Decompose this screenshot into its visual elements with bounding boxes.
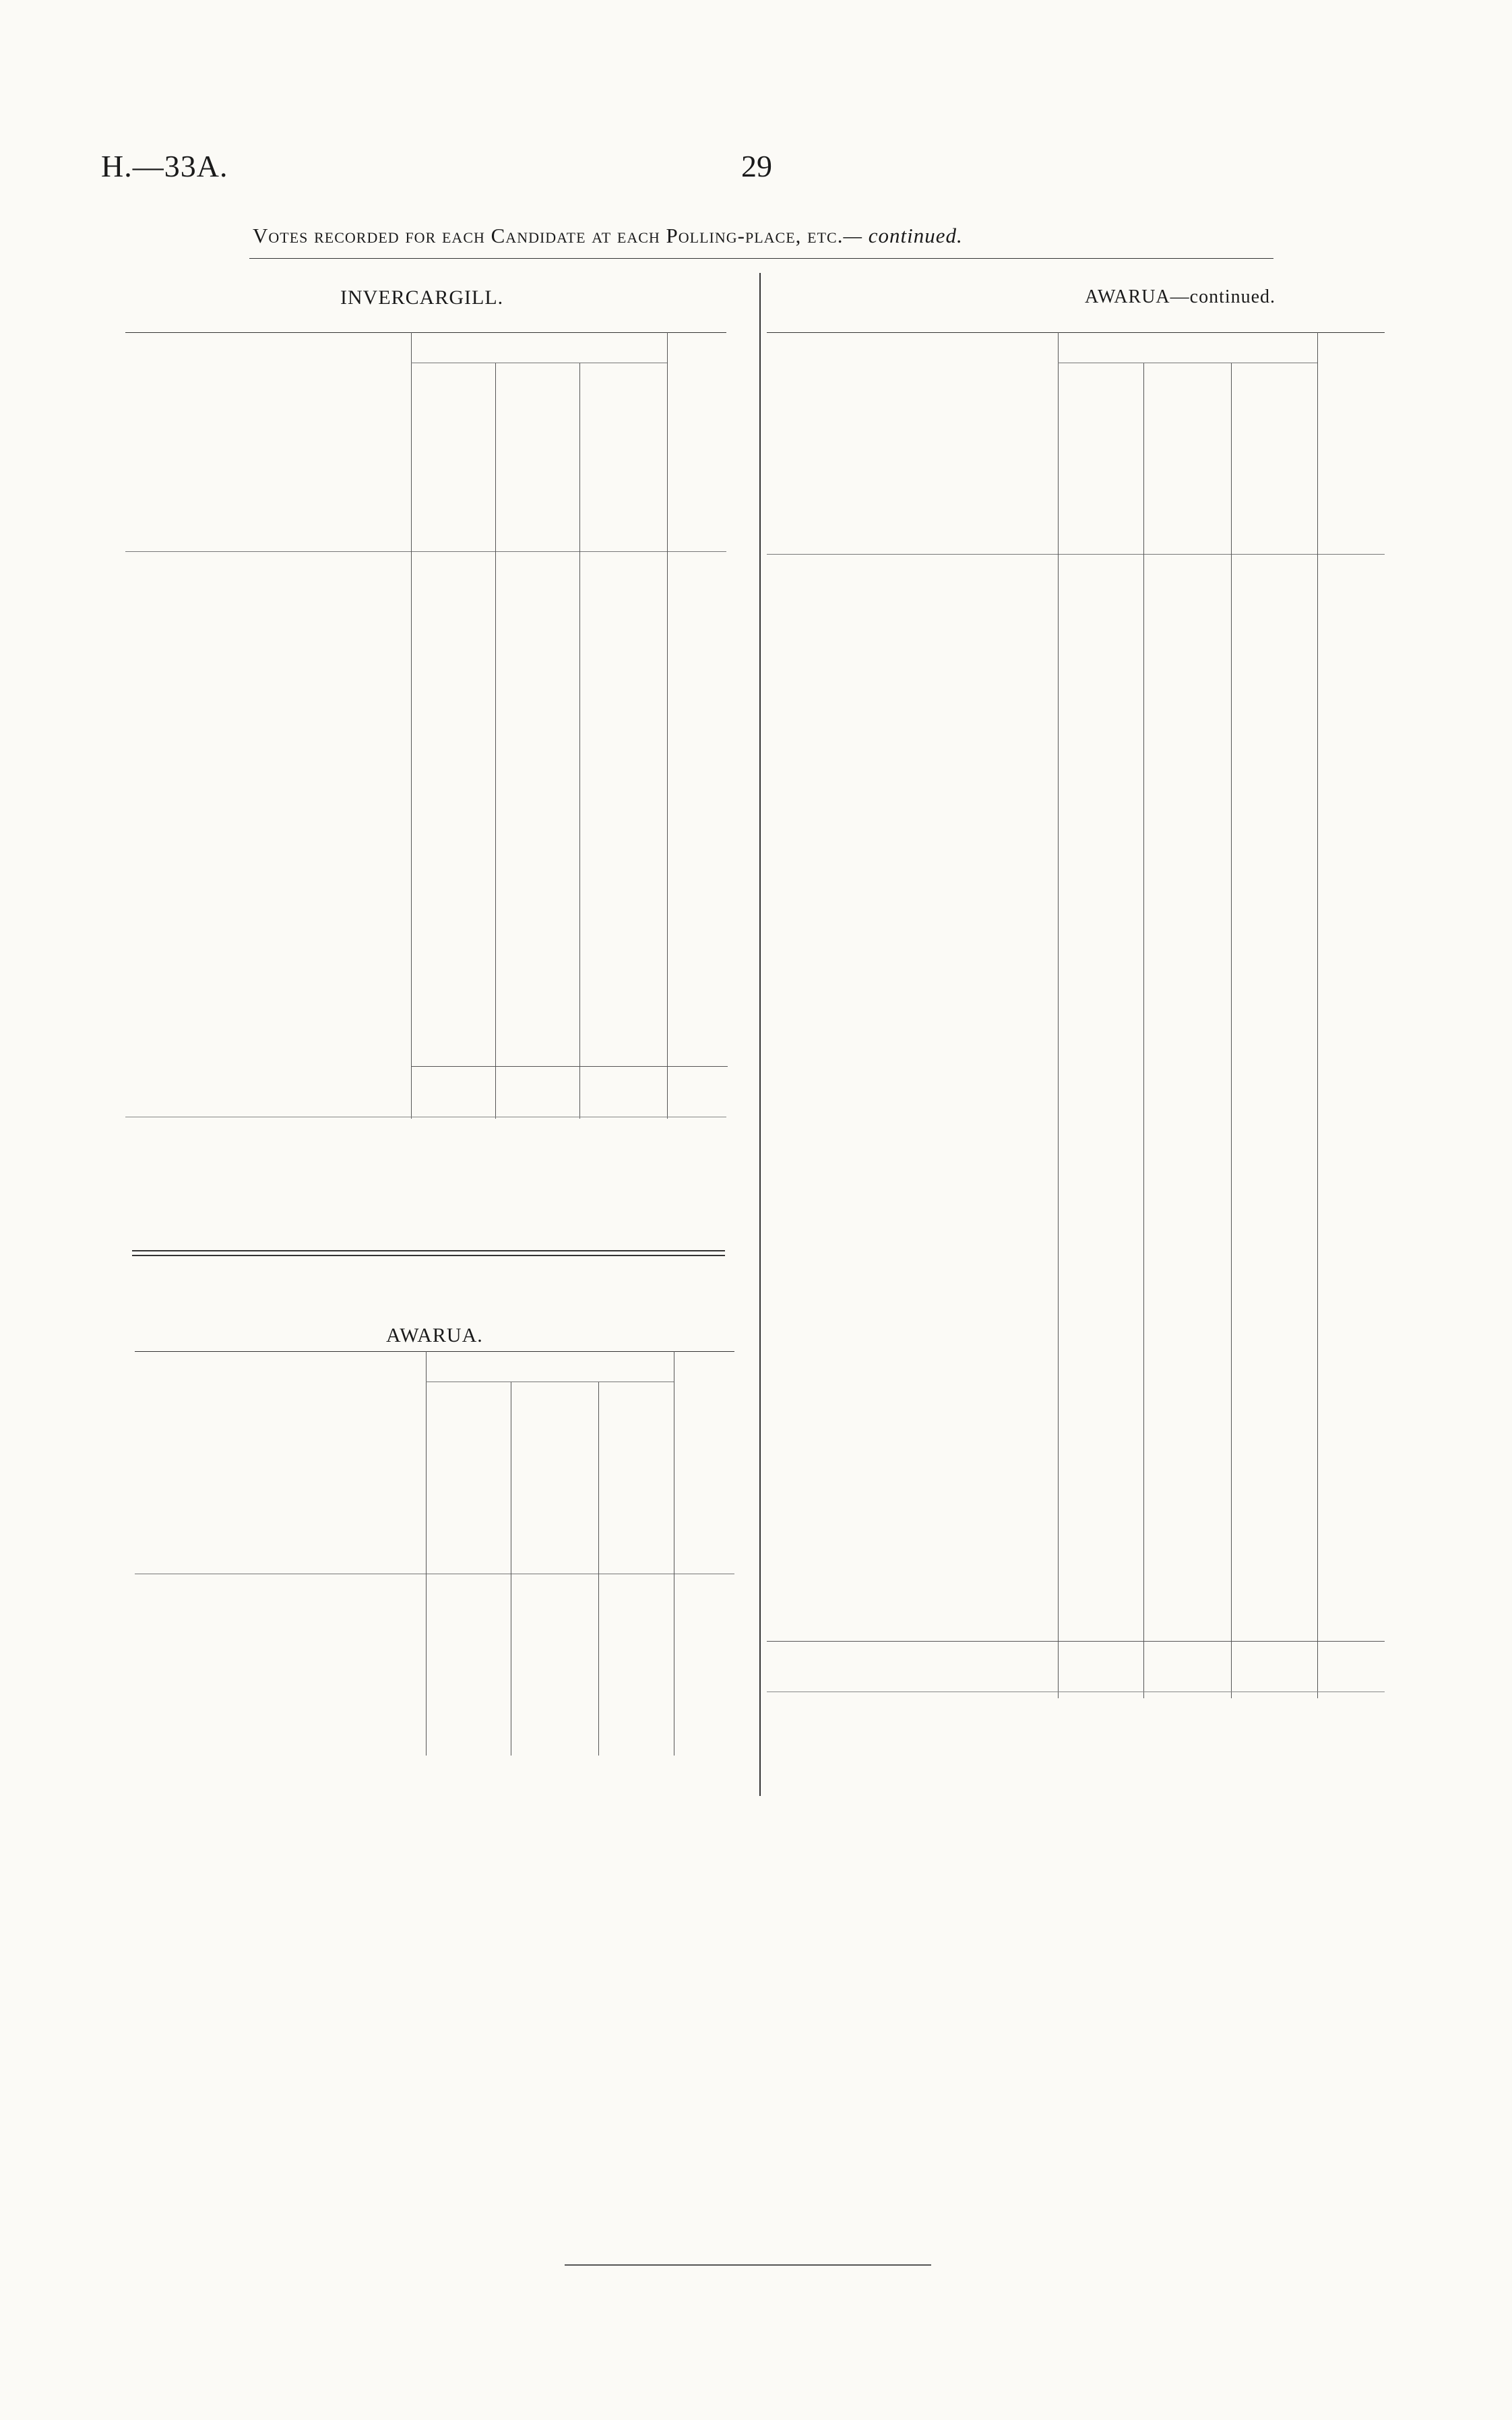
page-title <box>253 224 963 248</box>
awarua2-column-line <box>1317 332 1318 1698</box>
invercargill-head-bottom-rule <box>125 551 726 552</box>
awarua1-top-rule <box>135 1351 734 1352</box>
column-divider <box>759 273 761 1796</box>
title-underline <box>249 258 1273 259</box>
page-title-continued: — continued. <box>843 224 963 247</box>
awarua2-column-line <box>1058 332 1059 1698</box>
awarua-continued-title: AWARUA—continued. <box>1085 286 1276 307</box>
awarua2-column-line <box>1231 363 1232 1698</box>
section-title-invercargill: INVERCARGILL. <box>340 286 504 309</box>
awarua2-column-line <box>1143 363 1144 1698</box>
awarua2-head-bottom-rule <box>767 554 1385 555</box>
document-reference: H.—33A. <box>101 149 228 183</box>
footer-rule <box>565 2264 931 2266</box>
invercargill-totals-rule <box>411 1066 728 1067</box>
section-title-awarua-continued <box>1085 286 1275 308</box>
page-title-main: Votes recorded for each Candidate at each Polling-place, etc. <box>253 224 844 247</box>
invercargill-end-rule <box>132 1255 725 1256</box>
awarua2-top-rule <box>767 332 1385 333</box>
awarua1-column-line <box>426 1351 427 1756</box>
invercargill-column-line <box>411 332 412 1119</box>
awarua2-totals-rule <box>767 1641 1385 1642</box>
invercargill-end-rule <box>132 1250 725 1251</box>
awarua1-column-line <box>598 1382 599 1756</box>
invercargill-column-line <box>667 332 668 1119</box>
invercargill-top-rule <box>125 332 726 333</box>
invercargill-column-line <box>495 363 496 1119</box>
invercargill-column-line <box>579 363 580 1119</box>
section-title-awarua: AWARUA. <box>386 1324 483 1346</box>
page-number: 29 <box>741 149 772 183</box>
